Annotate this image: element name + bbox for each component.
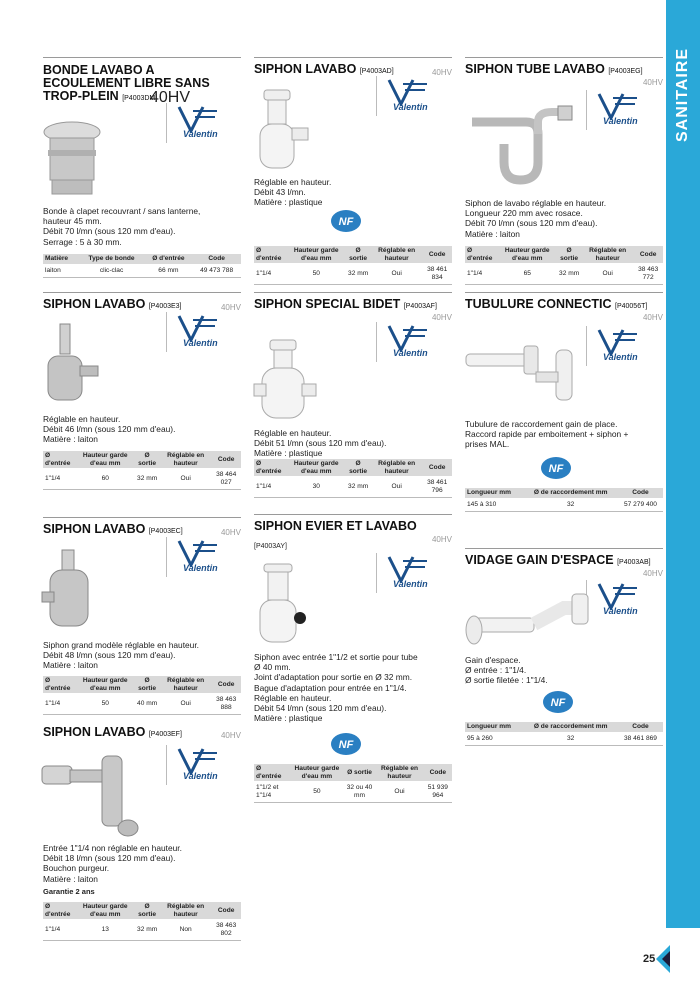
table-cell: 38 463 772 xyxy=(633,264,663,285)
brand-name: Valentin xyxy=(183,338,218,348)
table-header-cell: Ø d'entrée xyxy=(144,254,192,264)
product-ref: [P4003AB] xyxy=(617,559,651,566)
product-siphon-evier xyxy=(254,514,452,553)
table-cell: 38 461 796 xyxy=(422,477,452,498)
table-cell: 32 mm xyxy=(134,920,160,941)
table-header-cell: Réglable en hauteur xyxy=(160,902,211,920)
hv-label: 40HV xyxy=(642,569,663,578)
table-header-cell: Hauteur garde d'eau mm xyxy=(290,764,344,782)
table-cell: 32 mm xyxy=(556,264,582,285)
hv-label: 40HV xyxy=(150,89,191,106)
table-cell: 1"1/4 xyxy=(43,920,76,941)
product-description: Bonde à clapet recouvrant / sans lanterne, hauteur 45 mm. Débit 70 l/mn (sous 120 mm d'eau). Serrage : 5 à 30 mm. xyxy=(43,206,201,247)
table-header-cell: Hauteur garde d'eau mm xyxy=(498,246,556,264)
table-cell: 30 xyxy=(287,477,345,498)
nf-certification-icon xyxy=(540,456,572,480)
table-header-cell: Ø sortie xyxy=(134,451,160,469)
product-siphon-tube xyxy=(465,57,663,87)
table-header-cell: Ø de raccordement mm xyxy=(523,488,618,498)
table-cell: 32 mm xyxy=(345,477,371,498)
brand-name: Valentin xyxy=(393,579,428,589)
table-cell: 32 mm xyxy=(345,264,371,285)
product-description: Siphon grand modèle réglable en hauteur. Débit 48 l/mn (sous 120 mm d'eau). Matière : laiton xyxy=(43,640,199,671)
table-cell: Oui xyxy=(160,469,211,490)
product-siphon-bidet xyxy=(254,292,452,322)
product-description: Tubulure de raccordement gain de place. Raccord rapide par emboitement + siphon + prises MAL. xyxy=(465,419,629,450)
product-vidage xyxy=(465,548,663,578)
valentin-logo xyxy=(166,745,239,785)
table-header-cell: Matière xyxy=(43,254,79,264)
product-ref: [P4003AF] xyxy=(403,303,437,310)
table-row xyxy=(254,782,452,803)
product-image-siphon-tube xyxy=(466,104,576,190)
brand-name: Valentin xyxy=(603,606,638,616)
table-header-cell: Ø d'entrée xyxy=(254,764,290,782)
spec-table xyxy=(254,459,452,498)
table-cell: 50 xyxy=(76,694,134,715)
page-number: 25 xyxy=(643,953,656,965)
spec-table xyxy=(465,246,663,285)
table-row xyxy=(254,477,452,498)
product-ref: [P4003AY] xyxy=(254,543,287,550)
valentin-logo xyxy=(166,312,239,352)
spec-table xyxy=(465,722,663,746)
hv-label: 40HV xyxy=(220,528,241,537)
valentin-logo xyxy=(166,103,239,143)
table-cell: 49 473 788 xyxy=(192,264,241,277)
table-header-cell: Ø d'entrée xyxy=(254,459,287,477)
product-ref: [P4003EG] xyxy=(608,68,643,75)
table-cell: 51 939 964 xyxy=(424,782,452,803)
product-siphon-e3 xyxy=(43,292,241,314)
table-header-cell: Code xyxy=(422,246,452,264)
product-description: Siphon avec entrée 1"1/2 et sortie pour tube Ø 40 mm. Joint d'adaptation pour sortie en Ø 32 mm. Bague d'adaptation pour entrée en 1"1/4. Réglable en hauteur. Débit 54 l/mn (sous 120 mm d'eau). Matière : plastique xyxy=(254,652,418,724)
spec-table xyxy=(43,254,241,278)
table-header-cell: Ø d'entrée xyxy=(43,451,76,469)
table-header-cell: Code xyxy=(422,459,452,477)
product-description: Siphon de lavabo réglable en hauteur. Longueur 220 mm avec rosace. Débit 70 l/mn (sous 120 mm d'eau). Matière : laiton xyxy=(465,198,607,239)
hv-label: 40HV xyxy=(431,68,452,77)
svg-text:NF: NF xyxy=(548,463,564,475)
spec-table xyxy=(43,902,241,941)
product-image-vidage xyxy=(464,588,594,648)
table-cell: laiton xyxy=(43,264,79,277)
product-image-siphon-evier xyxy=(252,562,308,646)
table-cell: Non xyxy=(160,920,211,941)
product-ref: [P4003DM] xyxy=(122,95,158,102)
product-title: TUBULURE CONNECTIC xyxy=(465,297,612,311)
table-cell: 38 463 802 xyxy=(211,920,241,941)
table-cell: 66 mm xyxy=(144,264,192,277)
next-page-arrow-icon[interactable] xyxy=(656,945,670,973)
table-cell: 95 à 260 xyxy=(465,732,523,745)
table-header-cell: Hauteur garde d'eau mm xyxy=(287,246,345,264)
spec-table xyxy=(43,676,241,715)
table-header-cell: Ø sortie xyxy=(134,902,160,920)
product-ref: [P40056T] xyxy=(615,303,648,310)
valentin-logo xyxy=(376,76,449,116)
table-cell: 1"1/4 xyxy=(43,694,76,715)
product-image-siphon-ad xyxy=(252,86,312,172)
product-title: SIPHON LAVABO xyxy=(43,725,146,739)
table-header-cell: Code xyxy=(211,451,241,469)
valentin-logo xyxy=(376,322,449,362)
brand-name: Valentin xyxy=(183,563,218,573)
spec-table xyxy=(465,488,663,512)
svg-text:NF: NF xyxy=(338,216,354,228)
product-description: Réglable en hauteur. Débit 46 l/mn (sous 120 mm d'eau). Matière : laiton xyxy=(43,414,176,445)
product-description: Gain d'espace. Ø entrée : 1"1/4. Ø sortie filetée : 1"1/4. xyxy=(465,655,548,686)
product-image-siphon-ef xyxy=(40,748,140,838)
product-ref: [P4003AD] xyxy=(359,68,394,75)
table-header-cell: Code xyxy=(618,722,663,732)
product-description: Entrée 1"1/4 non réglable en hauteur. Débit 18 l/mn (sous 120 mm d'eau). Bouchon purgeur. Matière : laiton xyxy=(43,843,182,884)
table-header-cell: Code xyxy=(211,676,241,694)
table-cell: 145 à 310 xyxy=(465,498,523,511)
table-cell: 32 xyxy=(523,732,618,745)
product-image-siphon-bidet xyxy=(252,338,322,422)
product-description: Réglable en hauteur. Débit 51 l/mn (sous 120 mm d'eau). Matière : plastique xyxy=(254,428,387,459)
category-label: SANITAIRE xyxy=(674,47,691,143)
product-title: SIPHON SPECIAL BIDET xyxy=(254,297,401,311)
table-row xyxy=(43,469,241,490)
table-cell: 1"1/4 xyxy=(254,477,287,498)
table-row xyxy=(43,264,241,277)
table-header-cell: Ø sortie xyxy=(556,246,582,264)
table-cell: 1"1/4 xyxy=(254,264,287,285)
table-header-cell: Ø sortie xyxy=(134,676,160,694)
spec-table xyxy=(254,764,452,803)
category-tab xyxy=(666,0,700,928)
product-title: VIDAGE GAIN D'ESPACE xyxy=(465,553,614,567)
product-title: SIPHON TUBE LAVABO xyxy=(465,62,605,76)
svg-text:NF: NF xyxy=(550,697,566,709)
brand-name: Valentin xyxy=(393,348,428,358)
product-tubulure xyxy=(465,292,663,322)
product-title: BONDE LAVABO A ECOULEMENT LIBRE SANS TROP-PLEIN xyxy=(43,63,210,103)
table-header-cell: Ø d'entrée xyxy=(465,246,498,264)
valentin-logo xyxy=(586,326,659,366)
table-header-cell: Ø sortie xyxy=(345,459,371,477)
table-header-cell: Réglable en hauteur xyxy=(160,676,211,694)
table-header-cell: Réglable en hauteur xyxy=(375,764,423,782)
table-cell: Oui xyxy=(375,782,423,803)
svg-text:NF: NF xyxy=(338,739,354,751)
product-title: SIPHON LAVABO xyxy=(254,62,357,76)
valentin-logo xyxy=(586,90,659,130)
nf-certification-icon xyxy=(330,209,362,233)
table-header-cell: Code xyxy=(424,764,452,782)
table-cell: 1"1/4 xyxy=(465,264,498,285)
hv-label: 40HV xyxy=(431,313,452,322)
table-header-cell: Hauteur garde d'eau mm xyxy=(287,459,345,477)
product-image-tubulure xyxy=(464,342,584,406)
table-row xyxy=(43,694,241,715)
table-header-cell: Ø sortie xyxy=(345,246,371,264)
product-description: Réglable en hauteur. Débit 43 l/mn. Matière : plastique xyxy=(254,177,332,208)
table-cell: Oui xyxy=(160,694,211,715)
table-cell: 32 mm xyxy=(134,469,160,490)
brand-name: Valentin xyxy=(183,771,218,781)
table-header-cell: Code xyxy=(211,902,241,920)
product-image-siphon-ec xyxy=(40,548,104,630)
product-image-siphon-e3 xyxy=(40,322,100,404)
spec-table xyxy=(43,451,241,490)
brand-name: Valentin xyxy=(603,116,638,126)
table-cell: 57 279 400 xyxy=(618,498,663,511)
spec-table xyxy=(254,246,452,285)
product-image-bonde xyxy=(40,120,104,198)
product-ref: [P4003EC] xyxy=(148,528,183,535)
hv-label: 40HV xyxy=(431,535,452,544)
brand-name: Valentin xyxy=(183,129,218,139)
table-row xyxy=(465,498,663,511)
table-cell: 38 463 888 xyxy=(211,694,241,715)
brand-name: Valentin xyxy=(603,352,638,362)
table-header-cell: Type de bonde xyxy=(79,254,145,264)
table-cell: 38 461 834 xyxy=(422,264,452,285)
warranty-note: Garantie 2 ans xyxy=(43,887,95,896)
table-cell: 60 xyxy=(76,469,134,490)
table-cell: 13 xyxy=(76,920,134,941)
table-row xyxy=(254,264,452,285)
table-header-cell: Longueur mm xyxy=(465,488,523,498)
hv-label: 40HV xyxy=(642,78,663,87)
table-header-cell: Ø d'entrée xyxy=(254,246,287,264)
table-header-cell: Hauteur garde d'eau mm xyxy=(76,676,134,694)
nf-certification-icon xyxy=(330,732,362,756)
table-cell: Oui xyxy=(582,264,633,285)
product-title: SIPHON LAVABO xyxy=(43,522,146,536)
table-cell: 50 xyxy=(290,782,344,803)
table-header-cell: Ø de raccordement mm xyxy=(523,722,618,732)
table-cell: 1"1/4 xyxy=(43,469,76,490)
product-title: SIPHON LAVABO xyxy=(43,297,146,311)
table-cell: Oui xyxy=(371,477,422,498)
table-header-cell: Ø sortie xyxy=(344,764,376,782)
valentin-logo xyxy=(586,580,659,620)
nf-certification-icon xyxy=(542,690,574,714)
table-header-cell: Code xyxy=(618,488,663,498)
table-row xyxy=(43,920,241,941)
table-cell: 40 mm xyxy=(134,694,160,715)
table-header-cell: Longueur mm xyxy=(465,722,523,732)
table-cell: 32 xyxy=(523,498,618,511)
table-header-cell: Réglable en hauteur xyxy=(160,451,211,469)
table-row xyxy=(465,264,663,285)
table-cell: 50 xyxy=(287,264,345,285)
table-header-cell: Réglable en hauteur xyxy=(582,246,633,264)
table-cell: 32 ou 40 mm xyxy=(344,782,376,803)
product-siphon-ef xyxy=(43,722,241,742)
table-header-cell: Code xyxy=(192,254,241,264)
table-header-cell: Ø d'entrée xyxy=(43,902,76,920)
table-header-cell: Code xyxy=(633,246,663,264)
table-header-cell: Réglable en hauteur xyxy=(371,246,422,264)
valentin-logo xyxy=(166,537,239,577)
table-cell: 38 464 027 xyxy=(211,469,241,490)
table-row xyxy=(465,732,663,745)
table-cell: clic-clac xyxy=(79,264,145,277)
table-cell: Oui xyxy=(371,264,422,285)
table-cell: 65 xyxy=(498,264,556,285)
table-cell: 1"1/2 et 1"1/4 xyxy=(254,782,290,803)
brand-name: Valentin xyxy=(393,102,428,112)
table-header-cell: Ø d'entrée xyxy=(43,676,76,694)
table-cell: 38 461 869 xyxy=(618,732,663,745)
product-siphon-ec xyxy=(43,517,241,539)
hv-label: 40HV xyxy=(220,303,241,312)
hv-label: 40HV xyxy=(642,313,663,322)
product-title: SIPHON EVIER ET LAVABO xyxy=(254,519,417,533)
product-ref: [P4003EF] xyxy=(148,731,182,738)
table-header-cell: Réglable en hauteur xyxy=(371,459,422,477)
valentin-logo xyxy=(376,553,449,593)
product-ref: [P4003E3] xyxy=(148,303,182,310)
table-header-cell: Hauteur garde d'eau mm xyxy=(76,902,134,920)
table-header-cell: Hauteur garde d'eau mm xyxy=(76,451,134,469)
hv-label: 40HV xyxy=(220,731,241,740)
